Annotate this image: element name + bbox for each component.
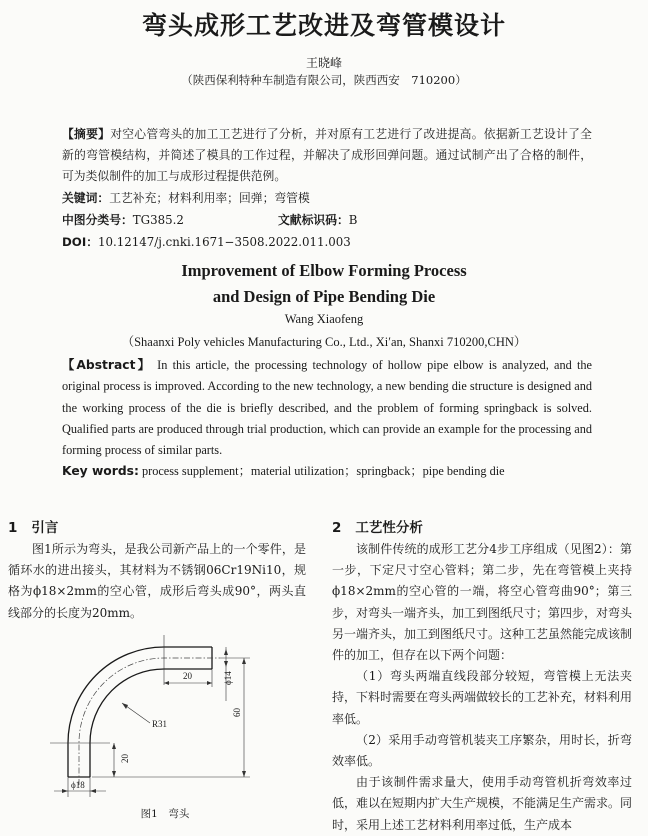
dim-60-text: 60 xyxy=(232,708,242,717)
abstract-en xyxy=(62,355,592,461)
pipe-center-line xyxy=(79,658,220,785)
section-2-paragraph: （1）弯头两端直线段部分较短，弯管模上无法夹持，下料时需要在弯头两端做较长的工艺补充，材料利用率低。 xyxy=(332,669,633,726)
classification-label: 中图分类号： xyxy=(62,213,133,227)
keywords-en xyxy=(62,461,505,479)
paper-title-zh: 弯头成形工艺改进及弯管模设计 xyxy=(141,11,506,40)
document-code-value: B xyxy=(348,213,358,227)
figure-1-elbow-drawing xyxy=(50,625,290,805)
dim-phi18-arrow-right xyxy=(90,789,96,793)
affiliation-en: （Shaanxi Poly vehicles Manufacturing Co., Ltd., Xi′an, Shanxi 710200,CHN） xyxy=(121,335,527,349)
dim-phi14-arrow-bottom xyxy=(224,661,228,667)
section-2-paragraph: 由于该制件需求量大，使用手动弯管机折弯效率过低，难以在短期内扩大生产规模，不能满足生产需求。同时，采用上述工艺材料利用率过低，生产成本 xyxy=(332,775,633,832)
doi-label: DOI： xyxy=(62,235,99,249)
abstract-zh-text: 对空心管弯头的加工工艺进行了分析，并对原有工艺进行了改进提高。依据新工艺设计了全新的弯管模结构，并简述了模具的工作过程，并解决了成形回弹问题。通过试制产出了合格的制件，可为类似制件的加工与成形过程提供范例。 xyxy=(62,127,592,183)
pipe-inner-wall xyxy=(90,669,212,777)
author-zh: 王晓峰 xyxy=(305,56,342,70)
abstract-zh-label: 【摘要】 xyxy=(62,127,111,141)
section-1-number: 1 xyxy=(8,520,18,536)
dim-r31-arrow xyxy=(122,703,128,709)
section-1-paragraph: 图1所示为弯头，是我公司新产品上的一个零件，是循环水的进出接头，其材料为不锈钢06Cr19Ni10，规格为ϕ18×2mm的空心管，成形后弯头成90°，两头直线部分的长度为20mm。 xyxy=(8,542,306,620)
dim-60-arrow-top xyxy=(242,658,246,664)
section-2-number: 2 xyxy=(332,520,342,536)
dim-60-arrow-bottom xyxy=(242,771,246,777)
paper-title-en xyxy=(0,258,648,310)
keywords-zh-label: 关键词： xyxy=(62,191,110,205)
figure-1-caption: 图1 弯头 xyxy=(140,808,190,820)
section-2-paragraph: 该制件传统的成形工艺分4步工序组成（见图2）：第一步，下定尺寸空心管料；第二步，先在弯管模上夹持ϕ18×2mm的空心管的一端，将空心管弯曲90°；第三步，对弯头一端齐头，加工到图纸尺寸；第四步，对弯头另一端齐头，加工到图纸尺寸。这种工艺虽然能完成该制件的加工，但存在以下两个问题： xyxy=(332,542,633,663)
keywords-en-label: Key words: xyxy=(62,464,139,478)
section-2-paragraph: （2）采用手动弯管机装夹工序繁杂，用时长，折弯效率低。 xyxy=(332,732,632,769)
dim-top-20-arrow-right xyxy=(207,681,212,685)
document-code xyxy=(278,211,357,228)
paper-title-en-line1: Improvement of Elbow Forming Process xyxy=(181,261,467,280)
classification-value: TG385.2 xyxy=(132,213,184,227)
document-code-label: 文献标识码： xyxy=(278,213,349,227)
dim-phi14-text: ϕ14 xyxy=(223,671,233,685)
dim-left-20-text: 20 xyxy=(120,754,130,763)
dim-r31-text: R31 xyxy=(152,719,168,729)
affiliation-zh: （陕西保利特种车制造有限公司，陕西西安 710200） xyxy=(181,73,467,87)
dim-top-20-text: 20 xyxy=(183,671,192,681)
dim-left-20-arrow-bottom xyxy=(112,771,116,777)
abstract-en-text: In this article, the processing technology of hollow pipe elbow is analyzed, and the original process is improved. According to the new technology, a new bending die structure is designed and the working process of the die is briefly described, and the problem of forming springback is solved. Qualified parts are produced through trial production, which can provide an example for the processing and forming process of similar parts. xyxy=(62,358,593,458)
paper-title-en-line2: and Design of Pipe Bending Die xyxy=(212,287,436,306)
dim-top-20-arrow-left xyxy=(164,681,169,685)
doi-value: 10.12147/j.cnki.1671−3508.2022.011.003 xyxy=(98,235,351,249)
keywords-zh-text: 工艺补充；材料利用率；回弹；弯管模 xyxy=(109,191,310,205)
keywords-zh xyxy=(62,189,310,206)
section-2-title: 工艺性分析 xyxy=(355,520,423,536)
section-2-body xyxy=(332,539,632,836)
doi xyxy=(62,233,351,250)
dim-phi14-arrow-top xyxy=(224,649,228,655)
author-en: Wang Xiaofeng xyxy=(284,312,364,326)
classification xyxy=(62,211,184,228)
section-1-title: 引言 xyxy=(31,520,59,536)
dim-left-20-arrow-top xyxy=(112,743,116,749)
section-1-heading xyxy=(8,516,58,536)
abstract-zh xyxy=(62,124,592,187)
keywords-en-text: process supplement；material utilization；springback；pipe bending die xyxy=(141,464,505,478)
dim-phi18-arrow-left xyxy=(62,789,68,793)
abstract-en-label: 【Abstract】 xyxy=(62,358,152,372)
section-2-heading xyxy=(332,516,423,536)
dim-phi18-text: ϕ18 xyxy=(71,780,85,790)
